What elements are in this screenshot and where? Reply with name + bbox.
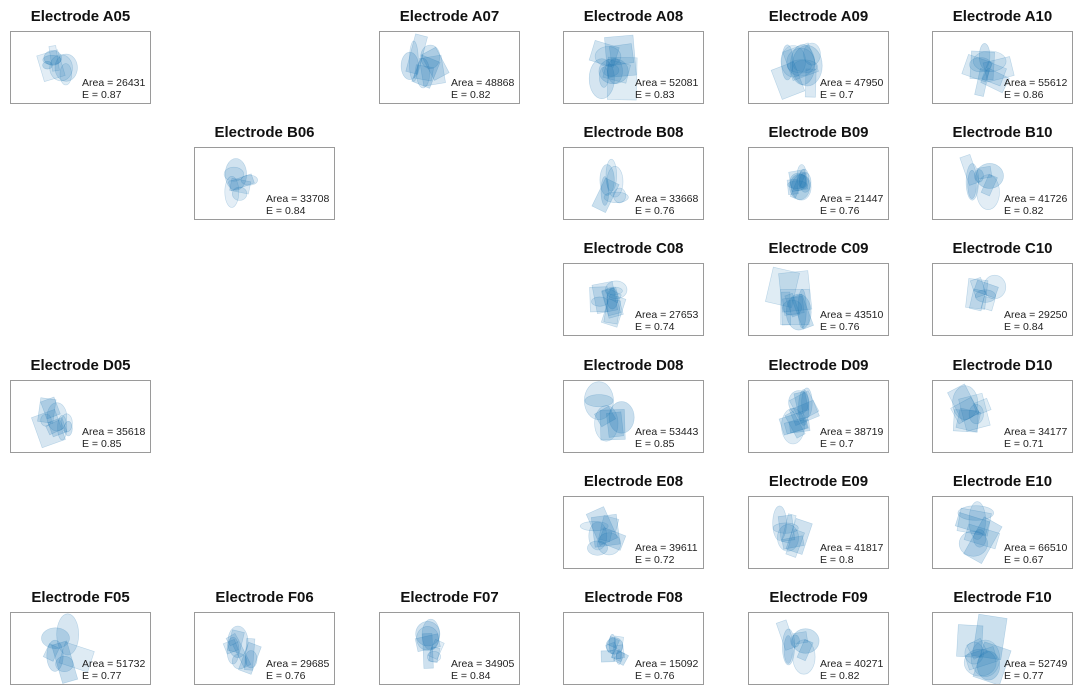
e-value: E = 0.85 xyxy=(635,437,675,450)
electrode-title: Electrode F10 xyxy=(953,589,1052,606)
electrode-panel xyxy=(930,0,1075,104)
e-value: E = 0.87 xyxy=(82,88,122,101)
e-value: E = 0.72 xyxy=(635,553,675,566)
electrode-title: Electrode F05 xyxy=(31,589,130,606)
electrode-stats xyxy=(266,194,329,217)
electrode-title: Electrode B10 xyxy=(952,124,1053,141)
electrode-panel xyxy=(746,116,891,220)
electrode-plot-frame xyxy=(748,612,889,685)
electrode-title: Electrode E10 xyxy=(952,473,1053,490)
e-value: E = 0.84 xyxy=(451,669,491,682)
electrode-title: Electrode A08 xyxy=(583,8,684,25)
electrode-panel xyxy=(561,581,706,685)
electrode-plot-frame xyxy=(563,147,704,220)
electrode-stats xyxy=(635,194,698,217)
electrode-plot-frame xyxy=(194,147,335,220)
electrode-stats xyxy=(1004,427,1067,450)
electrode-title: Electrode D08 xyxy=(583,357,684,374)
area-value: Area = 52081 xyxy=(635,77,699,89)
electrode-stats xyxy=(82,78,145,101)
e-value: E = 0.67 xyxy=(1004,553,1044,566)
electrode-stats xyxy=(1004,194,1067,217)
electrode-shape xyxy=(409,41,418,81)
e-value: E = 0.76 xyxy=(820,320,860,333)
area-value: Area = 48868 xyxy=(451,77,515,89)
area-value: Area = 55612 xyxy=(1004,77,1068,89)
electrode-shape xyxy=(790,173,806,190)
area-value: Area = 35618 xyxy=(82,426,146,438)
electrode-stats xyxy=(820,659,883,682)
area-value: Area = 33668 xyxy=(635,193,699,205)
e-value: E = 0.76 xyxy=(635,669,675,682)
electrode-shape xyxy=(595,47,621,67)
electrode-plot-frame xyxy=(932,147,1073,220)
e-value: E = 0.7 xyxy=(820,437,854,450)
e-value: E = 0.82 xyxy=(820,669,860,682)
electrode-stats xyxy=(82,427,145,450)
area-value: Area = 27653 xyxy=(635,309,699,321)
electrode-shape xyxy=(417,626,439,650)
electrode-shape xyxy=(605,281,627,299)
e-value: E = 0.77 xyxy=(1004,669,1044,682)
electrode-shape xyxy=(974,530,986,548)
electrode-panel xyxy=(930,116,1075,220)
electrode-panel xyxy=(561,232,706,336)
electrode-panel xyxy=(561,116,706,220)
electrode-panel xyxy=(746,232,891,336)
electrode-plot-frame xyxy=(932,612,1073,685)
electrode-shape xyxy=(598,533,621,555)
area-value: Area = 53443 xyxy=(635,426,699,438)
area-value: Area = 33708 xyxy=(266,193,330,205)
e-value: E = 0.82 xyxy=(451,88,491,101)
electrode-stats xyxy=(635,543,698,566)
electrode-plot-frame xyxy=(379,612,520,685)
electrode-stats xyxy=(635,659,698,682)
electrode-title: Electrode E08 xyxy=(583,473,684,490)
area-value: Area = 38719 xyxy=(820,426,884,438)
electrode-shape xyxy=(966,164,978,201)
e-value: E = 0.82 xyxy=(1004,204,1044,217)
electrode-stats xyxy=(1004,659,1067,682)
electrode-panel xyxy=(930,349,1075,453)
electrode-plot-frame xyxy=(10,380,151,453)
electrode-panel xyxy=(377,581,522,685)
area-value: Area = 51732 xyxy=(82,658,146,670)
area-value: Area = 21447 xyxy=(820,193,884,205)
electrode-title: Electrode C09 xyxy=(768,240,869,257)
electrode-plot-frame xyxy=(563,612,704,685)
electrode-panel xyxy=(930,232,1075,336)
electrode-panel xyxy=(746,581,891,685)
electrode-title: Electrode F09 xyxy=(769,589,868,606)
electrode-title: Electrode F08 xyxy=(584,589,683,606)
e-value: E = 0.8 xyxy=(820,553,854,566)
electrode-title: Electrode B09 xyxy=(768,124,869,141)
electrode-stats xyxy=(820,543,883,566)
electrode-title: Electrode A05 xyxy=(30,8,131,25)
electrode-stats xyxy=(1004,543,1067,566)
electrode-title: Electrode C08 xyxy=(583,240,684,257)
electrode-stats xyxy=(820,78,883,101)
electrode-title: Electrode F06 xyxy=(215,589,314,606)
electrode-shape xyxy=(585,395,613,407)
e-value: E = 0.84 xyxy=(266,204,306,217)
electrode-plot-frame xyxy=(563,496,704,569)
electrode-panel xyxy=(746,349,891,453)
electrode-title: Electrode D10 xyxy=(952,357,1053,374)
electrode-panel xyxy=(8,581,153,685)
area-value: Area = 26431 xyxy=(82,77,146,89)
area-value: Area = 47950 xyxy=(820,77,884,89)
electrode-panel xyxy=(8,0,153,104)
electrode-panel xyxy=(377,0,522,104)
electrode-title: Electrode C10 xyxy=(952,240,1053,257)
area-value: Area = 15092 xyxy=(635,658,699,670)
electrode-stats xyxy=(820,194,883,217)
electrode-shape xyxy=(64,421,72,436)
electrode-panel xyxy=(746,465,891,569)
area-value: Area = 34905 xyxy=(451,658,515,670)
area-value: Area = 34177 xyxy=(1004,426,1068,438)
e-value: E = 0.7 xyxy=(820,88,854,101)
electrode-panel xyxy=(561,349,706,453)
electrode-plot-frame xyxy=(563,263,704,336)
electrode-plot-frame xyxy=(748,263,889,336)
electrode-panel xyxy=(561,465,706,569)
electrode-plot-frame xyxy=(10,31,151,104)
electrode-stats xyxy=(820,310,883,333)
area-value: Area = 52749 xyxy=(1004,658,1068,670)
electrode-panel xyxy=(192,116,337,220)
electrode-plot-frame xyxy=(932,496,1073,569)
area-value: Area = 43510 xyxy=(820,309,884,321)
electrode-title: Electrode B08 xyxy=(583,124,684,141)
electrode-title: Electrode D09 xyxy=(768,357,869,374)
electrode-stats xyxy=(451,78,514,101)
electrode-stats xyxy=(1004,310,1067,333)
electrode-plot-frame xyxy=(563,380,704,453)
electrode-shape xyxy=(600,165,614,196)
electrode-panel xyxy=(561,0,706,104)
electrode-title: Electrode E09 xyxy=(768,473,869,490)
electrode-stats xyxy=(635,427,698,450)
electrode-plot-frame xyxy=(932,380,1073,453)
electrode-title: Electrode F07 xyxy=(400,589,499,606)
electrode-title: Electrode A07 xyxy=(399,8,500,25)
electrode-stats xyxy=(635,78,698,101)
area-value: Area = 29685 xyxy=(266,658,330,670)
electrode-plot-frame xyxy=(194,612,335,685)
electrode-shape xyxy=(782,629,794,665)
e-value: E = 0.86 xyxy=(1004,88,1044,101)
electrode-panel xyxy=(192,581,337,685)
electrode-stats xyxy=(1004,78,1067,101)
electrode-stats xyxy=(451,659,514,682)
electrode-shape xyxy=(953,410,978,433)
electrode-stats xyxy=(820,427,883,450)
electrode-plot-frame xyxy=(932,263,1073,336)
electrode-plot-frame xyxy=(748,147,889,220)
electrode-panel xyxy=(746,0,891,104)
electrode-panel xyxy=(930,465,1075,569)
e-value: E = 0.74 xyxy=(635,320,675,333)
electrode-shape xyxy=(958,506,994,521)
electrode-plot-frame xyxy=(748,380,889,453)
electrode-title: Electrode A10 xyxy=(952,8,1053,25)
area-value: Area = 41817 xyxy=(820,542,884,554)
electrode-shape xyxy=(781,292,790,325)
electrode-shape xyxy=(979,43,990,68)
e-value: E = 0.76 xyxy=(266,669,306,682)
electrode-plot-frame xyxy=(748,31,889,104)
area-value: Area = 66510 xyxy=(1004,542,1068,554)
electrode-title: Electrode D05 xyxy=(30,357,131,374)
electrode-stats xyxy=(266,659,329,682)
area-value: Area = 40271 xyxy=(820,658,884,670)
electrode-panel xyxy=(8,349,153,453)
electrode-panel xyxy=(930,581,1075,685)
e-value: E = 0.71 xyxy=(1004,437,1044,450)
electrode-shape xyxy=(778,515,795,542)
electrode-stats xyxy=(635,310,698,333)
electrode-stats xyxy=(82,659,145,682)
electrode-plot-frame xyxy=(563,31,704,104)
e-value: E = 0.83 xyxy=(635,88,675,101)
e-value: E = 0.77 xyxy=(82,669,122,682)
area-value: Area = 29250 xyxy=(1004,309,1068,321)
electrode-title: Electrode A09 xyxy=(768,8,869,25)
electrode-shape xyxy=(787,48,815,76)
e-value: E = 0.76 xyxy=(635,204,675,217)
e-value: E = 0.84 xyxy=(1004,320,1044,333)
electrode-plot-frame xyxy=(748,496,889,569)
electrode-plot-frame xyxy=(379,31,520,104)
area-value: Area = 41726 xyxy=(1004,193,1068,205)
electrode-shape xyxy=(590,287,608,312)
electrode-title: Electrode B06 xyxy=(214,124,315,141)
e-value: E = 0.76 xyxy=(820,204,860,217)
electrode-plot-frame xyxy=(932,31,1073,104)
area-value: Area = 39611 xyxy=(635,542,698,554)
e-value: E = 0.85 xyxy=(82,437,122,450)
electrode-plot-frame xyxy=(10,612,151,685)
electrode-shape xyxy=(798,289,806,328)
